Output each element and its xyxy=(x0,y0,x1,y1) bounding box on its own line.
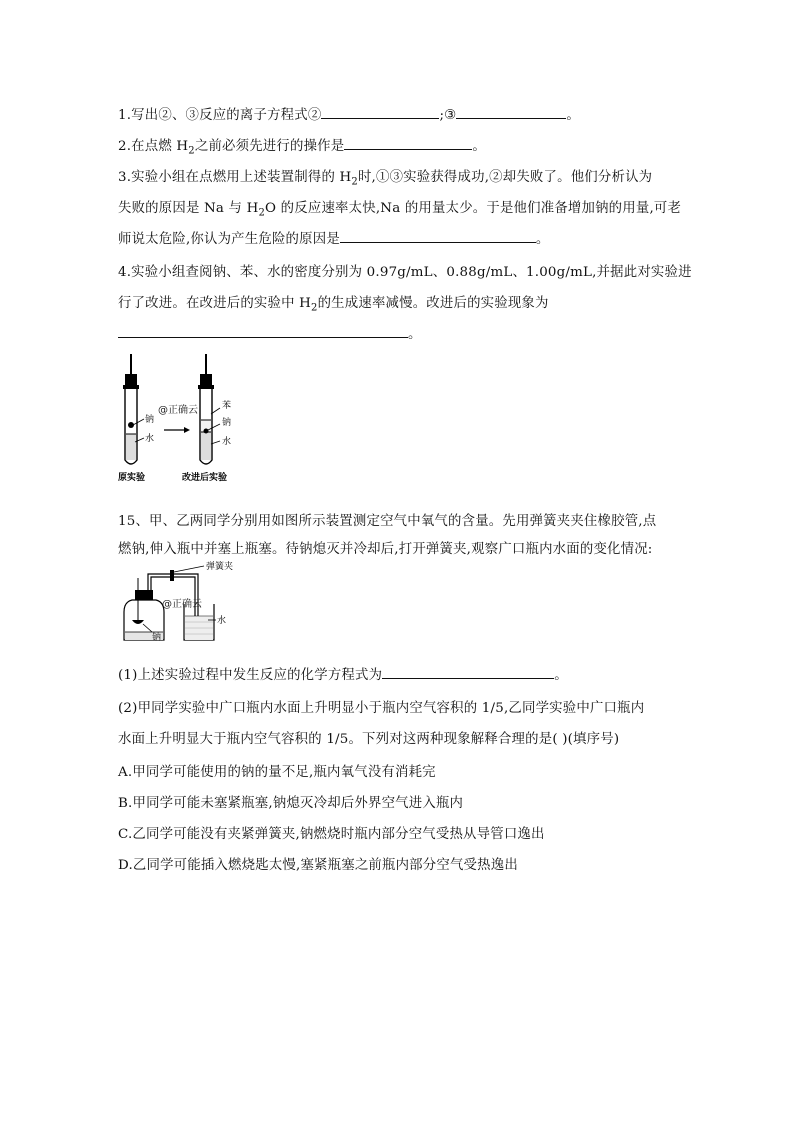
option-a-text: A.甲同学可能使用的钠的量不足,瓶内氧气没有消耗完 xyxy=(118,765,436,780)
q15-text: 15、甲、乙两同学分别用如图所示装置测定空气中氧气的含量。先用弹簧夹夹住橡胶管,点 xyxy=(118,514,657,529)
spring-clamp xyxy=(170,570,174,581)
answer-blank[interactable] xyxy=(118,323,408,338)
question-2 xyxy=(118,135,486,157)
q2-text: 2.在点燃 H xyxy=(118,139,189,154)
question-1 xyxy=(118,104,580,123)
figure-jar-apparatus xyxy=(118,560,238,646)
s2-text: (2)甲同学实验中广口瓶内水面上升明显小于瓶内空气容积的 1/5,乙同学实验中广口瓶内 xyxy=(118,701,645,716)
q3-text-2: 时,①③实验获得成功,②却失败了。他们分析认为 xyxy=(357,170,653,185)
period: 。 xyxy=(554,668,568,683)
option-b-text: B.甲同学可能未塞紧瓶塞,钠熄灭冷却后外界空气进入瓶内 xyxy=(118,796,464,811)
water-label-2: 水 xyxy=(222,437,232,447)
sub-question-2-line-1 xyxy=(118,697,644,716)
answer-blank[interactable] xyxy=(382,664,554,679)
question-4-line-2 xyxy=(118,292,549,314)
q1-sep: ;③ xyxy=(439,108,457,123)
q2-text-2: 之前必须先进行的操作是 xyxy=(194,139,345,154)
q3-text-5: 师说太危险,你认为产生危险的原因是 xyxy=(118,232,340,247)
option-d[interactable] xyxy=(118,854,518,873)
option-a[interactable] xyxy=(118,761,436,780)
question-4-line-1 xyxy=(118,261,692,280)
period: 。 xyxy=(535,232,550,247)
answer-blank[interactable] xyxy=(344,135,472,150)
clamp-label: 弹簧夹 xyxy=(206,562,234,572)
answer-blank[interactable] xyxy=(456,104,566,119)
sodium-label: 钠 xyxy=(145,415,155,425)
question-4-line-3 xyxy=(118,323,422,342)
option-b[interactable] xyxy=(118,792,463,811)
question-15-line-2 xyxy=(118,538,653,557)
sodium-label: 钠 xyxy=(152,633,162,643)
q3-text-4: O 的反应速率太快,Na 的用量太少。于是他们准备增加钠的用量,可老 xyxy=(265,201,682,216)
sodium-label-2: 钠 xyxy=(222,418,232,428)
water-label: 水 xyxy=(145,434,155,444)
sub-question-1 xyxy=(118,664,568,683)
answer-blank[interactable] xyxy=(340,228,536,243)
subscript: 2 xyxy=(311,302,318,314)
period: 。 xyxy=(408,327,422,342)
q4-text-2: 行了改进。在改进后的实验中 H xyxy=(118,296,312,311)
improved-apparatus xyxy=(182,354,231,483)
question-3-line-2 xyxy=(118,197,681,219)
arrow-head xyxy=(184,427,190,433)
improved-caption: 改进后实验 xyxy=(182,473,228,483)
q4-text-3: 的生成速率减慢。改进后的实验现象为 xyxy=(317,296,549,311)
period: 。 xyxy=(566,108,580,123)
s2-text-2: 水面上升明显大于瓶内空气容积的 1/5。下列对这两种现象解释合理的是( )(填序号) xyxy=(118,732,620,747)
benzene-label: 苯 xyxy=(222,401,232,411)
q4-text: 4.实验小组查阅钠、苯、水的密度分别为 0.97g/mL、0.88g/mL、1.00g/mL,并据此对实验进 xyxy=(118,265,692,280)
sub-question-2-line-2 xyxy=(118,728,619,747)
figure-test-tubes xyxy=(116,352,246,484)
watermark: @正确云 xyxy=(158,405,198,416)
q1-text: 1.写出②、③反应的离子方程式② xyxy=(118,108,322,123)
q3-text-3: 失败的原因是 Na 与 H xyxy=(118,201,259,216)
original-apparatus xyxy=(118,354,154,483)
subscript: 2 xyxy=(258,207,266,219)
q3-text: 3.实验小组在点燃用上述装置制得的 H xyxy=(118,170,352,185)
period: 。 xyxy=(472,139,486,154)
q15-text-2: 燃钠,伸入瓶中并塞上瓶塞。待钠熄灭并冷却后,打开弹簧夹,观察广口瓶内水面的变化情况: xyxy=(118,542,653,557)
original-caption: 原实验 xyxy=(118,473,146,483)
s1-text: (1)上述实验过程中发生反应的化学方程式为 xyxy=(118,668,383,683)
option-c[interactable] xyxy=(118,823,545,842)
water-label: 水 xyxy=(217,616,227,626)
subscript: 2 xyxy=(351,176,358,188)
question-3-line-1 xyxy=(118,166,652,188)
option-d-text: D.乙同学可能插入燃烧匙太慢,塞紧瓶塞之前瓶内部分空气受热逸出 xyxy=(118,858,518,873)
option-c-text: C.乙同学可能没有夹紧弹簧夹,钠燃烧时瓶内部分空气受热从导管口逸出 xyxy=(118,827,545,842)
subscript: 2 xyxy=(188,145,195,157)
watermark: @正确云 xyxy=(162,599,202,610)
question-3-line-3 xyxy=(118,228,550,247)
question-15-line-1 xyxy=(118,510,656,529)
answer-blank[interactable] xyxy=(321,104,439,119)
